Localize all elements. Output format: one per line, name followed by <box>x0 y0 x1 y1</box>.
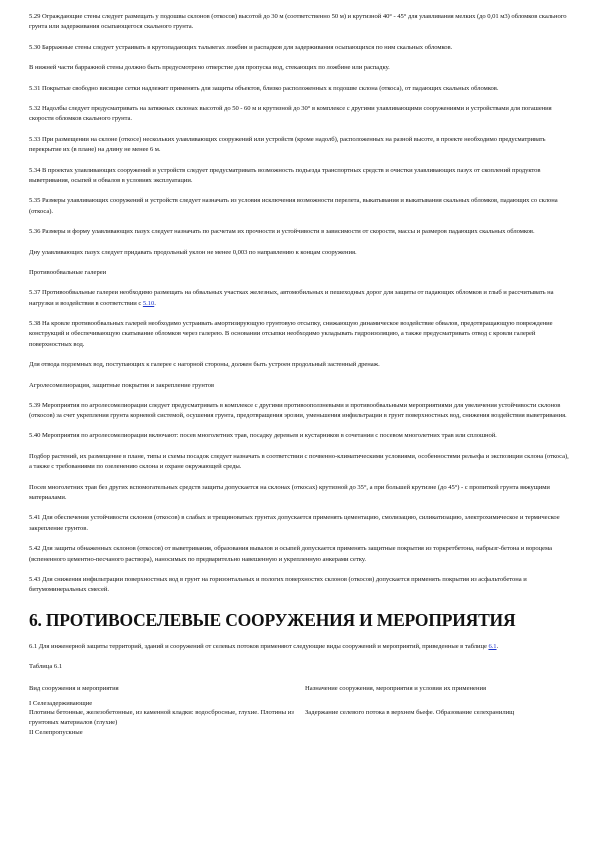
paragraph-6-1-end: . <box>496 642 499 650</box>
paragraph-5-40-note-1: Подбор растений, их размещение в плане, типы и схемы посадок следует назначать в соответствии с почвенно-климатическими условиями, особенностями рельефа и экспозиции склона (откоса), а также с требованиями по озеленению склона и охране окружающей среды. <box>29 452 569 471</box>
paragraph-5-37 <box>29 288 569 309</box>
link-table-6-1[interactable]: 6.1 <box>488 642 497 650</box>
paragraph-5-37-end: . <box>154 299 156 307</box>
table-cell <box>305 728 569 738</box>
paragraph-5-36-note: Дну улавливающих пазух следует придавать продольный уклон не менее 0,003 по направлению к концам сооружения. <box>29 248 357 256</box>
table-6-1 <box>29 684 569 737</box>
paragraph-5-37-text: 5.37 Противообвальные галереи необходимо размещать на обвальных участках железных, автомобильных и пешеходных дорог для защиты от падающих обломков и глыб и рассчитывать на нагрузки и воздействия в соответствии с <box>29 289 554 307</box>
table-cell: I Селезадерживающие <box>29 699 93 707</box>
paragraph-5-40: 5.40 Мероприятия по агролесомелиорации включают: посев многолетних трав, посадку деревьев и кустарников в сочетании с посевом многолетних трав или сплошной. <box>29 432 497 440</box>
paragraph-5-32: 5.32 Надолбы следует предусматривать на затяжных склонах высотой до 50 - 60 м и крутизной до 30° в комплексе с другими улавливающими сооружениями и устройствами для погашения скорости обломков скального грунта. <box>29 105 552 123</box>
paragraph-5-30: 5.30 Барражные стены следует устраивать в крутопадающих тальвегах ложбин и распадков для задерживания осыпающихся по ним скальных обломков. <box>29 43 453 51</box>
paragraph-5-29: 5.29 Ограждающие стены следует размещать у подошвы склонов (откосов) высотой до 30 м (соответственно 50 м) и крутизной 40° - 45° для улавливания мелких (до 0,01 м3) обломков скального грунта или задерживания осыпающегося скального грунта. <box>29 13 567 31</box>
paragraph-5-34: 5.34 В проектах улавливающих сооружений и устройств следует предусматривать возможность подъезда транспортных средств и очистки улавливающих пазух от скоплений продуктов выветривания, осыпей и обвалов в условиях эксплуатации. <box>29 166 541 185</box>
paragraph-6-1-text: 6.1 Для инженерной защиты территорий, зданий и сооружений от селевых потоков применяют следующие виды сооружений и мероприятий, приведенные в таблице <box>29 642 489 650</box>
paragraph-6-1 <box>29 642 569 652</box>
paragraph-5-35: 5.35 Размеры улавливающих сооружений и устройств следует назначать из условия исключения возможности перелета, выкатывания и выкатывания скальных обломков, падающих со склона (откоса). <box>29 197 558 215</box>
table-row <box>29 728 569 738</box>
table-cell: II Селепропускные <box>29 728 83 736</box>
table-cell: Задержание селевого потока в верхнем бьефе. Образование селехранилищ <box>305 709 515 717</box>
paragraph-5-42: 5.42 Для защиты обнаженных склонов (откосов) от выветривания, образования вывалов и осыпей допускается применять защитные покрытия из торкретбетона, набрызг-бетона и вороцема (вспененного цементно-песчаного раствора), наносимых по предварительно навешенную и укрепленную анкерами сетку. <box>29 545 552 563</box>
table-row <box>29 699 569 709</box>
paragraph-5-31: 5.31 Покрытые свободно висящие сетки надлежит применять для защиты объектов, близко расположенных к подошве склона (откоса), от падающих скальных обломков. <box>29 84 499 92</box>
paragraph-5-41: 5.41 Для обеспечения устойчивости склонов (откосов) в слабых и трещиноватых грунтах допускается применять цементацию, смолизацию, силикатизацию, электрохимическое и термическое закрепление грунтов. <box>29 514 560 532</box>
table-caption: Таблица 6.1 <box>29 663 63 671</box>
table-cell: Плотины бетонные, железобетонные, из каменной кладки: водосбросные, глухие. Плотины из грунтовых материалов (глухие) <box>29 709 294 726</box>
subheading-galleries: Противообвальные галереи <box>29 269 107 277</box>
paragraph-5-40-note-2: Посев многолетних трав без других вспомогательных средств защиты допускается на склонах (откосах) крутизной до 35°, а при большей крутизне (до 45°) - с пропиткой грунта вяжущими материалами. <box>29 483 550 501</box>
paragraphs-top <box>29 12 569 258</box>
subheading-agro: Агролесомелиорация, защитные покрытия и закрепление грунтов <box>29 381 215 389</box>
paragraph-5-36: 5.36 Размеры и форму улавливающих пазух следует назначать по расчетам их прочности и устойчивости в зависимости от скорости, массы и размеров падающих скальных обломков. <box>29 228 535 236</box>
paragraph-5-39: 5.39 Мероприятия по агролесомелиорации следует предусматривать в комплексе с другими противооползневыми и противообвальными мероприятиями для увеличения устойчивости склонов (откосов) за счет укрепления грунта корневой системой, осушения грунта, предотвращения эрозии, уменьшения инфильтрации в грунт поверхностных вод, снижения воздействия выветривания. <box>29 401 567 419</box>
section-heading: 6. ПРОТИВОСЕЛЕВЫЕ СООРУЖЕНИЯ И МЕРОПРИЯТИЯ <box>29 609 516 630</box>
paragraph-5-38-note: Для отвода подземных вод, поступающих к галерее с нагорной стороны, должен быть устроен продольный застенный дренаж. <box>29 361 380 369</box>
paragraph-5-33: 5.33 При размещении на склоне (откосе) нескольких улавливающих сооружений или устройств (кроме надолб), расположенных на разной высоте, в проекте необходимо предусматривать перекрытие их (в плане) на длину не менее 6 м. <box>29 135 546 154</box>
table-header-row <box>29 684 569 699</box>
link-5-10[interactable]: 5.10 <box>142 299 155 307</box>
table-cell <box>305 699 569 709</box>
table-row <box>29 708 569 727</box>
paragraph-5-43: 5.43 Для снижения инфильтрации поверхностных вод в грунт на горизонтальных и пологих поверхностях склонов (откосов) допускается применять покрытия из асфальтобетона и битумоминеральных смесей. <box>29 576 527 594</box>
paragraph-5-38: 5.38 На кровле противообвальных галерей необходимо устраивать амортизирующую грунтовую отсыпку, снижающую динамическое воздействие обвалов, предотвращающую повреждение конструкций и обеспечивающую скатывание обломков через галерею. В основании отсыпки необходимо укладывать гидроизоляцию, а также предусматривать отвод с кровли галерей поверхностных вод. <box>29 319 553 348</box>
table-header-cell: Вид сооружения и мероприятия <box>29 685 119 693</box>
paragraph-5-30-note: В нижней части барражной стены должно быть предусмотрено отверстие для пропуска вод, стекающих по ложбине или распадку. <box>29 64 390 72</box>
document-page <box>29 12 569 737</box>
table-header-cell: Назначение сооружения, мероприятия и условия их применения <box>305 685 487 693</box>
